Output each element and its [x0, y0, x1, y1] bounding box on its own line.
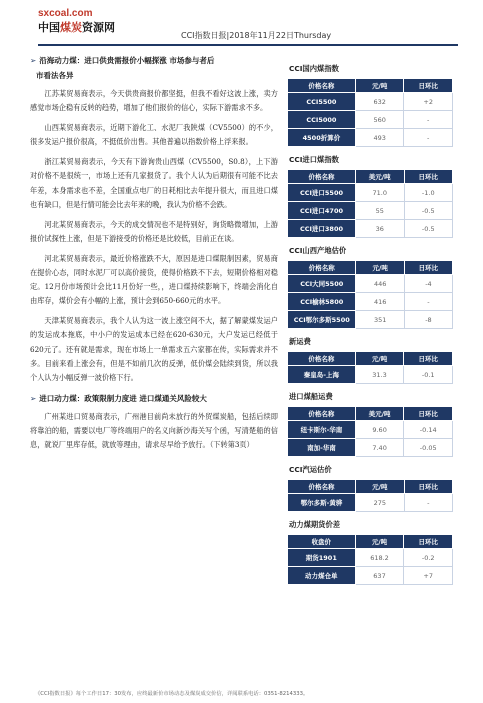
- column-header: 价格名称: [288, 79, 356, 93]
- column-header: 元/吨: [356, 480, 405, 494]
- left-column: [30, 53, 278, 458]
- column-header: 美元/吨: [355, 407, 404, 421]
- table-header-row: [288, 407, 453, 421]
- column-header: 日环比: [404, 261, 452, 275]
- day-change-cell: -0.2: [404, 549, 453, 567]
- price-value-cell: 446: [356, 275, 404, 293]
- column-header: 日环比: [404, 352, 453, 366]
- table-row: [288, 275, 453, 293]
- table-header-row: [288, 261, 453, 275]
- price-table: [287, 78, 453, 147]
- price-name-cell: 秦皇岛-上海: [288, 366, 356, 384]
- price-value-cell: 632: [355, 93, 404, 111]
- column-header: 价格名称: [288, 170, 356, 184]
- column-header: 元/吨: [355, 79, 404, 93]
- paragraph: 天津某贸易商表示，我个人认为这一波上涨空间不大，据了解蒙煤发运户的发运成本拖底，中小户的发运成本已经在620-630元，大户发运已经低于620元了。还有就是需求，现在市场上一单需求五六家都在传，实际需求并不多。目前来看上涨会有，但是不如前几次的反弹，低价煤会陆续到货，所以我个人认为小幅反弹一波价格下行。: [30, 316, 278, 382]
- price-name-cell: CCI鄂尔多斯5500: [288, 311, 356, 329]
- paragraph: 山西某贸易商表示，近期下游化工、水泥厂我陕煤（CV5500）的不少，很多发运户报价很高，不挺低价出售。其他普遍以指数价格上浮来报。: [30, 123, 278, 147]
- paragraph: 河北某贸易商表示，今天的成交情况也不是特别好，询货略微增加，上游报价试探性上涨，但是下游接受的价格还是比较低，目前正在谈。: [30, 219, 278, 243]
- price-table: [287, 406, 453, 457]
- column-header: 价格名称: [288, 261, 356, 275]
- day-change-cell: -: [404, 293, 452, 311]
- column-header: 日环比: [404, 480, 452, 494]
- logo-domain: sxcoal.com: [38, 8, 93, 19]
- table-row: [288, 111, 453, 129]
- column-header: 元/吨: [355, 535, 404, 549]
- price-table: [287, 169, 453, 238]
- price-value-cell: 618.2: [355, 549, 404, 567]
- price-name-cell: CCI进口3800: [288, 220, 356, 238]
- price-section-title: CCI山西产地估价: [289, 246, 347, 255]
- table-header-row: [288, 170, 453, 184]
- price-section-title: 进口煤船运费: [289, 392, 333, 401]
- price-value-cell: 275: [356, 494, 405, 512]
- price-name-cell: CCI5000: [288, 111, 356, 129]
- day-change-cell: -0.5: [404, 220, 453, 238]
- column-header: 美元/吨: [355, 170, 404, 184]
- day-change-cell: -0.14: [404, 421, 453, 439]
- table-row: [288, 494, 453, 512]
- table-row: [288, 311, 453, 329]
- table-header-row: [288, 535, 453, 549]
- logo: [38, 8, 128, 35]
- price-value-cell: 493: [355, 129, 404, 147]
- price-section-title: 动力煤期货价差: [289, 520, 341, 529]
- table-row: [288, 129, 453, 147]
- price-name-cell: CCI大同5500: [288, 275, 356, 293]
- day-change-cell: -0.5: [404, 202, 453, 220]
- table-row: [288, 220, 453, 238]
- report-title: CCI指数日报|2018年11月22日Thursday: [181, 31, 332, 40]
- table-row: [288, 184, 453, 202]
- price-name-cell: CCI5500: [288, 93, 356, 111]
- price-section-title: CCI汽运估价: [289, 465, 332, 474]
- paragraphs-coastal: [30, 87, 278, 385]
- paragraphs-import: [30, 410, 278, 452]
- table-row: [288, 366, 453, 384]
- column-header: 元/吨: [356, 261, 404, 275]
- price-value-cell: 560: [355, 111, 404, 129]
- section-heading-import: ➢ 进口动力煤：政策限制力度进 进口煤通关风险较大: [30, 393, 207, 403]
- column-header: 日环比: [404, 170, 453, 184]
- table-row: [288, 202, 453, 220]
- price-name-cell: 南加-华南: [288, 439, 356, 457]
- price-value-cell: 637: [355, 567, 404, 585]
- price-table: [287, 534, 453, 585]
- day-change-cell: -8: [404, 311, 452, 329]
- arrow-bullet-icon: ➢: [30, 56, 37, 65]
- price-table: [287, 479, 453, 512]
- column-header: 日环比: [404, 79, 453, 93]
- price-name-cell: CCI进口4700: [288, 202, 356, 220]
- price-value-cell: 7.40: [355, 439, 404, 457]
- logo-chinese-name: 中国煤炭资源网: [38, 21, 115, 34]
- section-heading-coastal: ➢ 沿海动力煤：进口供贵需报价小幅探涨 市场参与者后 市看法各异: [30, 56, 215, 80]
- column-header: 价格名称: [288, 352, 356, 366]
- table-row: [288, 549, 453, 567]
- day-change-cell: -: [404, 494, 452, 512]
- arrow-bullet-icon: ➢: [30, 393, 37, 403]
- column-header: 日环比: [404, 407, 453, 421]
- price-name-cell: 4500折算价: [288, 129, 356, 147]
- price-name-cell: 鄂尔多斯-黄骅: [288, 494, 356, 512]
- day-change-cell: -: [404, 111, 453, 129]
- right-column-price-tables: [287, 64, 453, 593]
- table-row: [288, 93, 453, 111]
- price-name-cell: 期货1901: [288, 549, 356, 567]
- price-value-cell: 36: [355, 220, 404, 238]
- day-change-cell: -: [404, 129, 453, 147]
- table-row: [288, 421, 453, 439]
- table-row: [288, 439, 453, 457]
- price-section-title: CCI国内煤指数: [289, 64, 339, 73]
- price-value-cell: 31.3: [355, 366, 404, 384]
- footer-note: 《CCI指数日报》每个工作日17：30发布，应终最新价市场动态及煤炭成交价信，详阅联系电话：0351-8214333。: [35, 691, 309, 697]
- price-value-cell: 9.60: [355, 421, 404, 439]
- column-header: 价格名称: [288, 407, 356, 421]
- table-row: [288, 293, 453, 311]
- paragraph: 广州某进口贸易商表示，广州港目前尚未放行的外贸煤炭船，包括后续即将靠泊的船，需要以电厂等终端用户的名义向新沙海关写个函，写清楚船的信息，就说厂里库存低，就放等理由，请求尽早给予放行。（下转第3页）: [30, 411, 278, 449]
- table-row: [288, 567, 453, 585]
- column-header: 日环比: [404, 535, 453, 549]
- price-name-cell: CCI进口5500: [288, 184, 356, 202]
- price-value-cell: 351: [356, 311, 404, 329]
- price-value-cell: 71.0: [355, 184, 404, 202]
- header-divider: [38, 44, 458, 46]
- price-name-cell: CCI榆林5800: [288, 293, 356, 311]
- price-name-cell: 动力煤仓单: [288, 567, 356, 585]
- price-value-cell: 55: [355, 202, 404, 220]
- day-change-cell: -0.05: [404, 439, 453, 457]
- day-change-cell: +7: [404, 567, 453, 585]
- table-header-row: [288, 352, 453, 366]
- paragraph: 河北某贸易商表示，最近价格涨跌不大，原因是进口煤限制因素，贸易商在提价心态，同时水泥厂可以高价接货，使得价格跌不下去，短期价格相对稳定。12月份市场预计会比11月份好一些，，进口煤持续影响下，终端会消化自由库存，煤价会有小幅的上涨，预计会到650-660元的水平。: [30, 253, 278, 306]
- price-table: [287, 351, 453, 384]
- table-header-row: [288, 480, 453, 494]
- column-header: 价格名称: [288, 480, 356, 494]
- day-change-cell: -1.0: [404, 184, 453, 202]
- price-name-cell: 纽卡斯尔-华南: [288, 421, 356, 439]
- price-table: [287, 260, 453, 329]
- table-header-row: [288, 79, 453, 93]
- day-change-cell: -4: [404, 275, 452, 293]
- column-header: 收盘价: [288, 535, 356, 549]
- day-change-cell: +2: [404, 93, 453, 111]
- paragraph: 江苏某贸易商表示，今天供贵商报价都坚挺，但我不看好这波上涨，卖方感觉市场企稳有反转的趋势，增加了他们报价的信心，实际下游需求不多。: [30, 89, 278, 113]
- price-value-cell: 416: [356, 293, 404, 311]
- column-header: 元/吨: [355, 352, 404, 366]
- price-section-title: CCI进口煤指数: [289, 155, 339, 164]
- paragraph: 浙江某贸易商表示，今天有下游询贵山西煤（CV5500，S0.8），上下游对价格不是很统一，市场上还有几家报货了。我个人认为后期很有可能不比去年差，本身需求也不差，全国重点电厂的日耗相比去年提升很大，而且进口煤也有缺口，但是行情可能会比去年来的晚，我认为价格不会跌。: [30, 157, 278, 209]
- day-change-cell: -0.1: [404, 366, 453, 384]
- price-section-title: 新运费: [289, 337, 311, 346]
